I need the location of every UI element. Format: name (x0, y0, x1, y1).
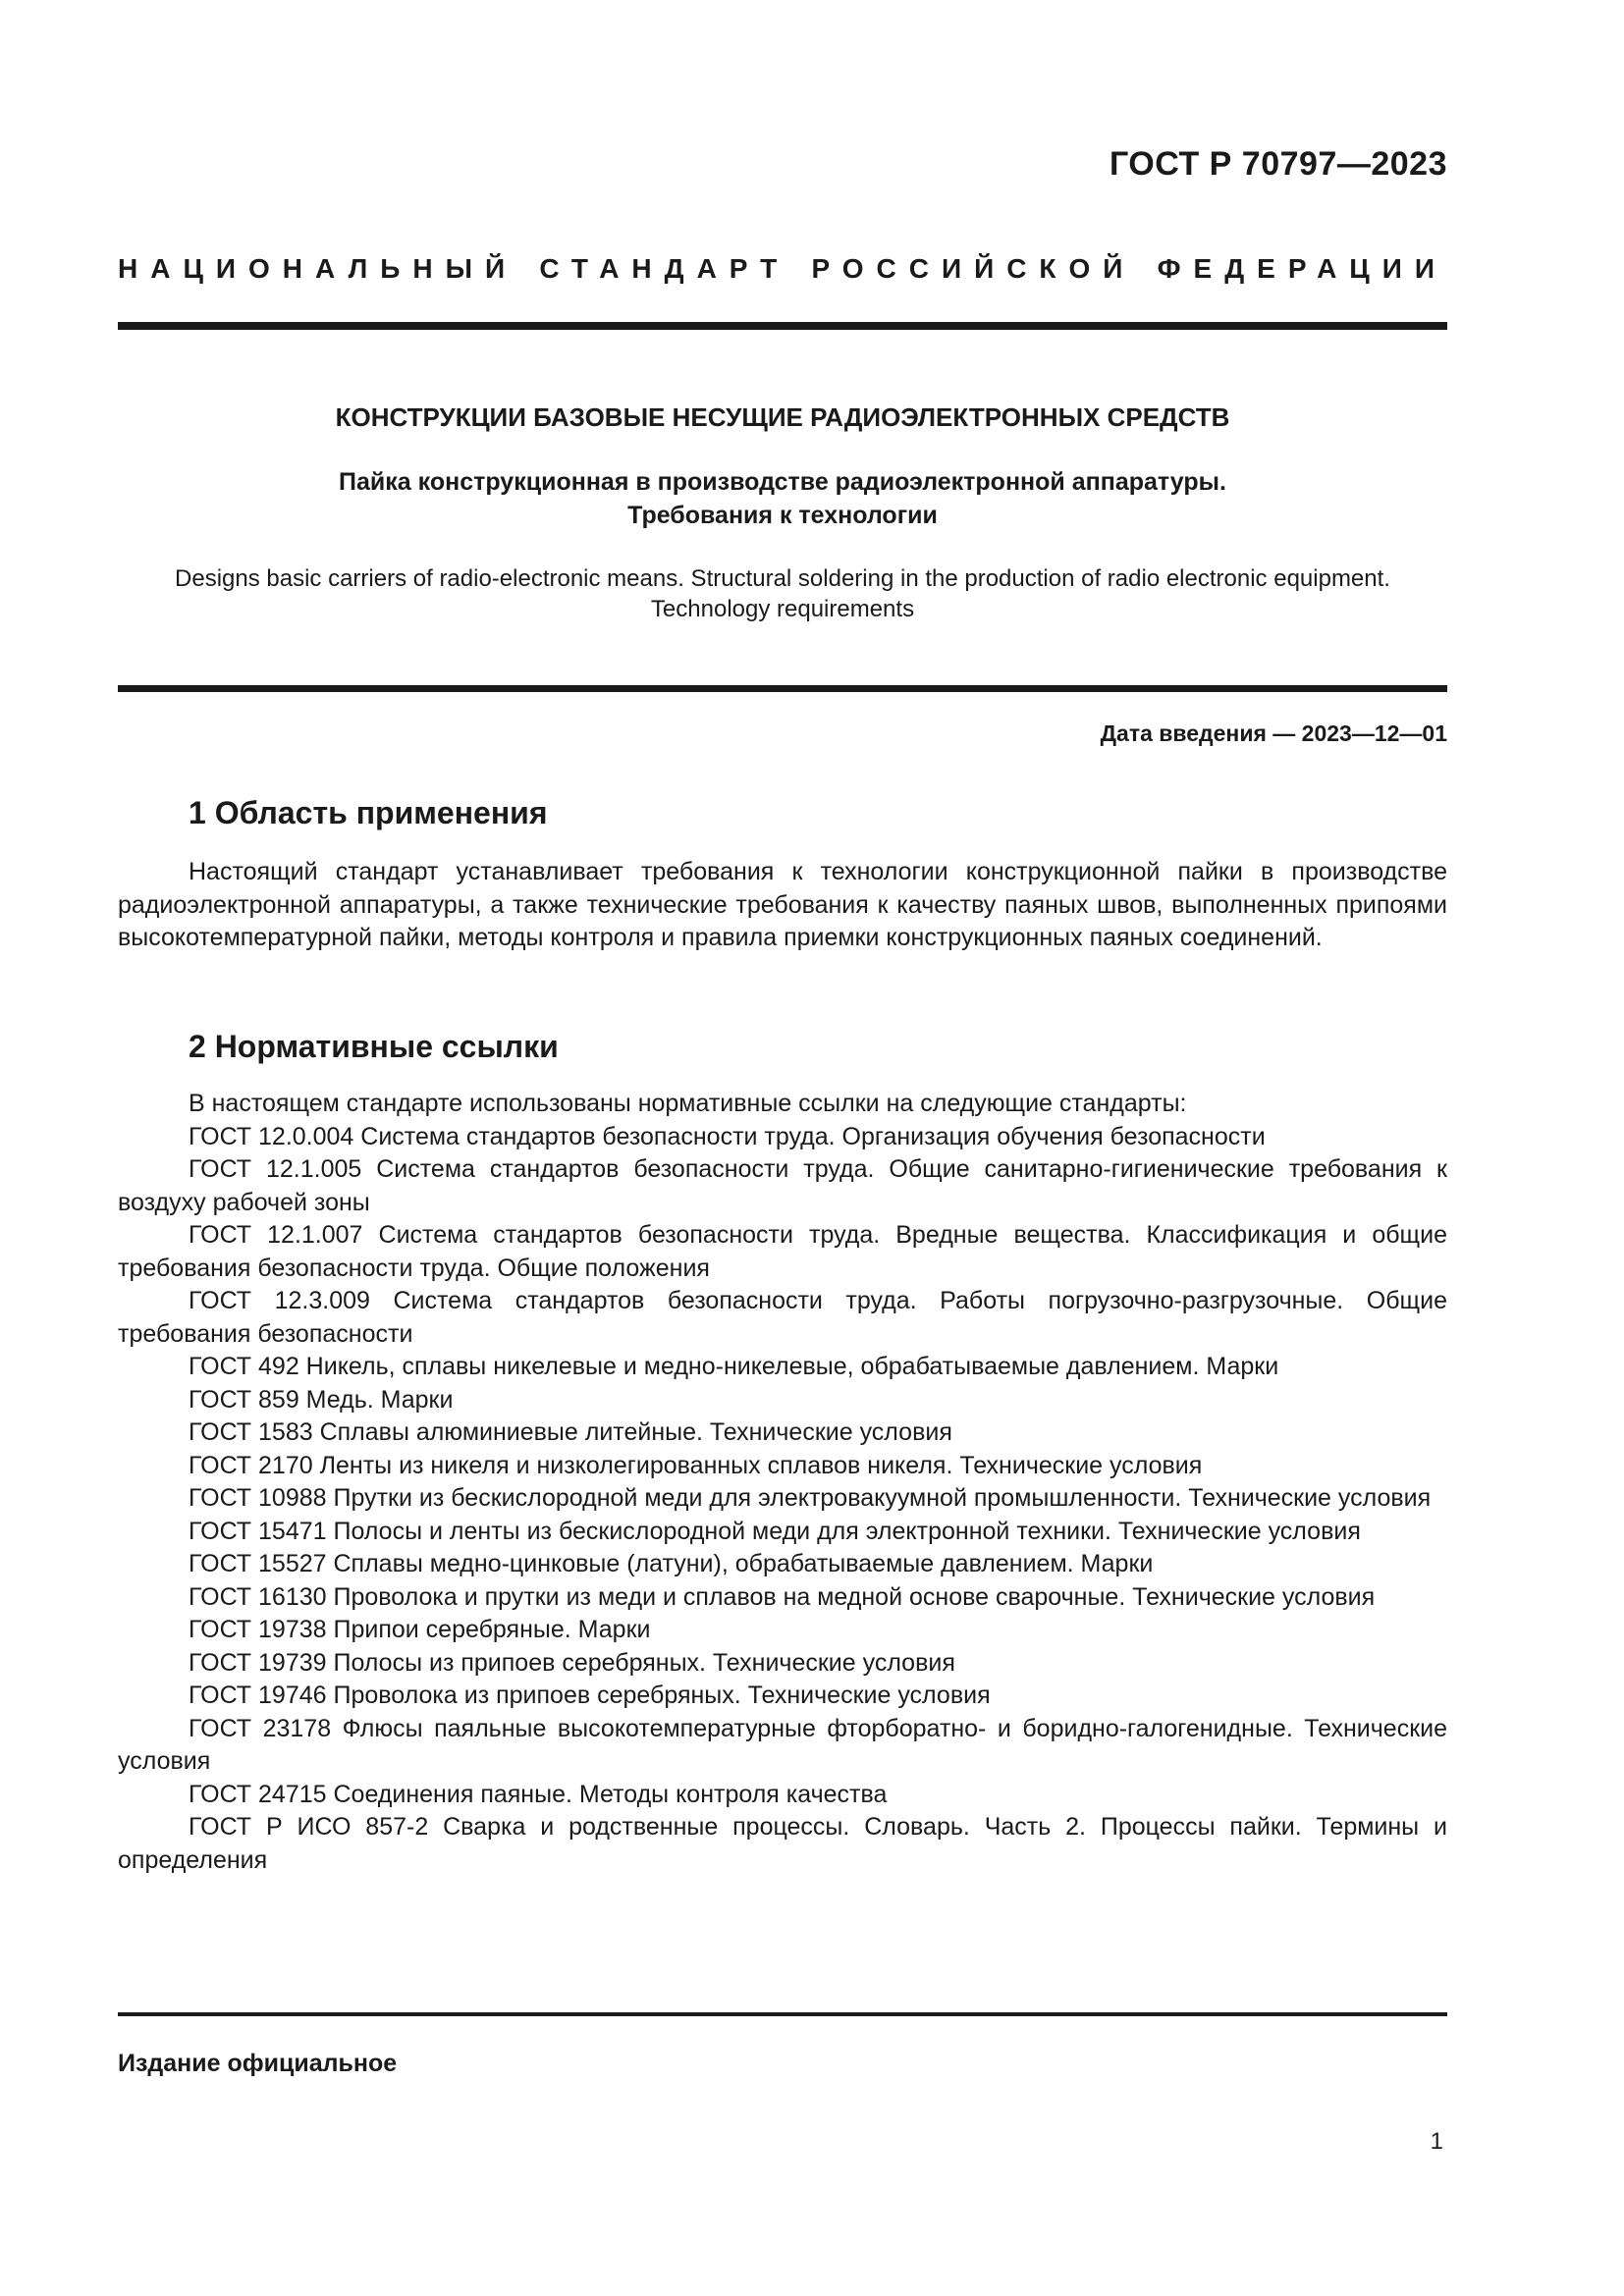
reference-item: ГОСТ 16130 Проволока и прутки из меди и сплавов на медной основе сварочные. Технические условия (189, 1582, 1376, 1611)
bottom-divider (118, 2012, 1447, 2016)
reference-item: ГОСТ 12.1.005 Система стандартов безопасности труда. Общие санитарно-гигиенические требования к воздуху рабочей зоны (118, 1155, 1447, 1216)
section-heading: 1 Область применения (189, 795, 548, 830)
middle-divider (118, 685, 1447, 692)
reference-item: ГОСТ 10988 Прутки из бескислородной меди для электровакуумной промышленности. Технические условия (189, 1484, 1432, 1512)
reference-item: ГОСТ 23178 Флюсы паяльные высокотемпературные фторборатно- и боридно-галогенидные. Технические условия (118, 1714, 1447, 1775)
official-edition-label: Издание официальное (118, 2050, 398, 2077)
reference-item: ГОСТ 859 Медь. Марки (189, 1385, 454, 1414)
subtitle-line-1: Пайка конструкционная в производстве радиоэлектронной аппаратуры. (339, 468, 1226, 496)
reference-item: ГОСТ 19739 Полосы из припоев серебряных. Технические условия (189, 1648, 955, 1677)
reference-item: ГОСТ 2170 Ленты из никеля и низколегированных сплавов никеля. Технические условия (189, 1451, 1203, 1479)
reference-item: ГОСТ 19738 Припои серебряные. Марки (189, 1616, 651, 1643)
reference-item: ГОСТ 24715 Соединения паяные. Методы контроля качества (189, 1780, 888, 1808)
section-scope (118, 793, 1447, 955)
document-subtitle (118, 465, 1447, 532)
top-divider (118, 322, 1447, 330)
document-title: КОНСТРУКЦИИ БАЗОВЫЕ НЕСУЩИЕ РАДИОЭЛЕКТРОННЫХ СРЕДСТВ (335, 402, 1230, 432)
standard-number: ГОСТ Р 70797—2023 (1109, 145, 1447, 183)
subtitle-line-2: Требования к технологии (627, 502, 938, 529)
reference-item: ГОСТ 492 Никель, сплавы никелевые и медно-никелевые, обрабатываемые давлением. Марки (189, 1353, 1279, 1380)
section-paragraph: Настоящий стандарт устанавливает требования к технологии конструкционной пайки в производстве радиоэлектронной аппаратуры, а также технические требования к качеству паяных швов, выполненных припоями высокотемпературной пайки, методы контроля и правила приемки конструкционных паяных соединений. (118, 858, 1447, 951)
reference-item: ГОСТ 12.0.004 Система стандартов безопасности труда. Организация обучения безопасности (189, 1122, 1266, 1150)
document-page (118, 0, 1447, 2296)
reference-item: ГОСТ 15471 Полосы и ленты из бескислородной меди для электронной техники. Технические условия (189, 1517, 1361, 1545)
reference-item: ГОСТ 19746 Проволока из припоев серебряных. Технические условия (189, 1682, 991, 1709)
english-title-line-2: Technology requirements (650, 596, 915, 622)
references-lead: В настоящем стандарте использованы нормативные ссылки на следующие стандарты: (189, 1090, 1187, 1117)
reference-item: ГОСТ Р ИСО 857-2 Сварка и родственные процессы. Словарь. Часть 2. Процессы пайки. Термины и определения (118, 1813, 1447, 1874)
page-number: 1 (1430, 2128, 1443, 2155)
introduction-date: Дата введения — 2023—12—01 (1100, 721, 1447, 746)
section-normative-references (118, 1027, 1447, 1877)
national-standard-banner: НАЦИОНАЛЬНЫЙ СТАНДАРТ РОССИЙСКОЙ ФЕДЕРАЦИИ (118, 253, 1447, 284)
reference-item: ГОСТ 1583 Сплавы алюминиевые литейные. Технические условия (189, 1418, 952, 1446)
reference-item: ГОСТ 12.3.009 Система стандартов безопасности труда. Работы погрузочно-разгрузочные. Общие требования безопасности (118, 1287, 1447, 1348)
english-title (118, 563, 1447, 624)
section-heading: 2 Нормативные ссылки (189, 1029, 559, 1064)
reference-item: ГОСТ 12.1.007 Система стандартов безопасности труда. Вредные вещества. Классификация и общие требования безопасности труда. Общие положения (118, 1221, 1447, 1282)
references-list (118, 1121, 1447, 1878)
english-title-line-1: Designs basic carriers of radio-electronic means. Structural soldering in the production of radio electronic equipment. (175, 565, 1390, 592)
reference-item: ГОСТ 15527 Сплавы медно-цинковые (латуни), обрабатываемые давлением. Марки (189, 1550, 1154, 1577)
